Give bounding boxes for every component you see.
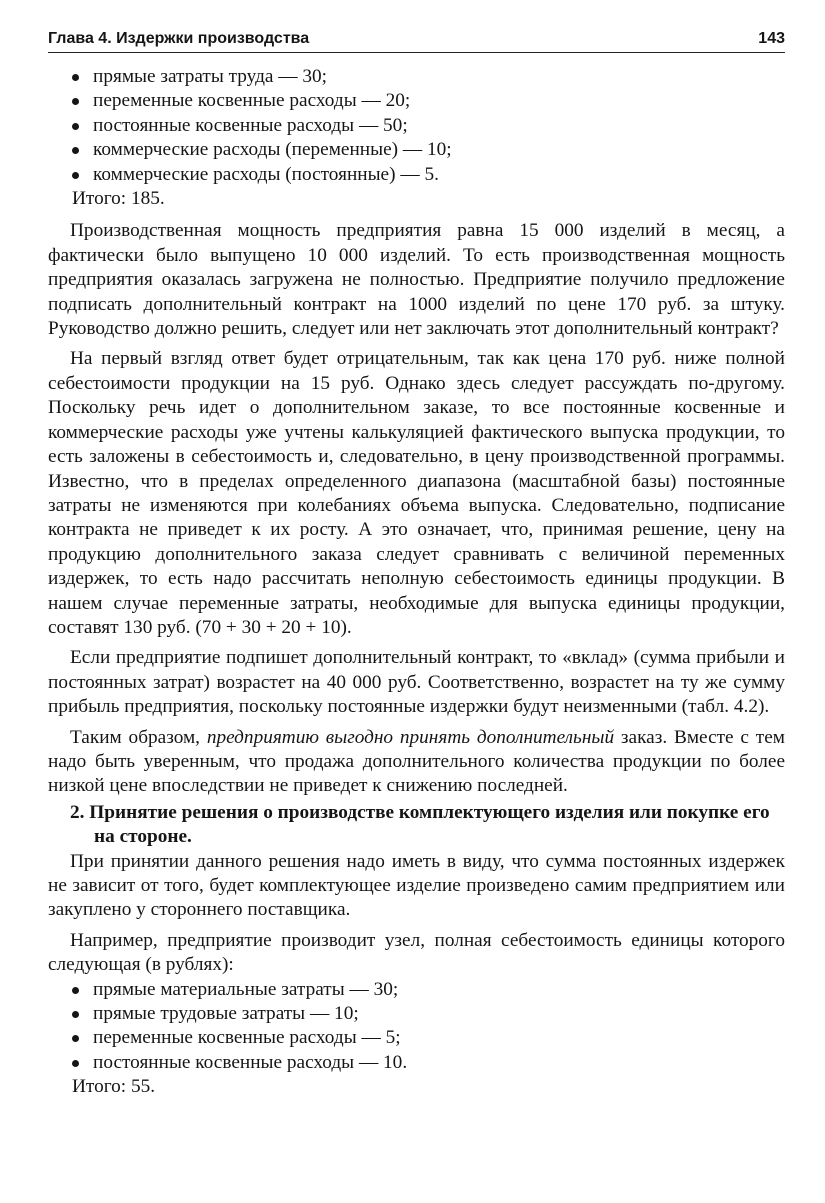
paragraph: Например, предприятие производит узел, полная себестоимость единицы которого следующая (в рублях): [48,929,785,976]
list-item: прямые трудовые затраты — 10; [48,1002,785,1026]
paragraph: Таким образом, предприятию выгодно принять дополнительный заказ. Вместе с тем надо быть уверенным, что продажа дополнительного количества продукции по более низкой цене впоследствии не приведет к снижению последней. [48,726,785,797]
italic-phrase: предприятию выгодно принять дополнительный [206,726,615,748]
cost-list-2 [48,978,785,1076]
list-item: переменные косвенные расходы — 20; [48,89,785,113]
page-body [48,65,785,1100]
list-item: коммерческие расходы (постоянные) — 5. [48,163,785,187]
total-2: Итого: 55. [72,1076,156,1098]
page-number: 143 [758,30,785,47]
list-item: коммерческие расходы (переменные) — 10; [48,138,785,162]
section-heading: 2. Принятие решения о производстве комплектующего изделия или покупке его на стороне. [70,801,770,848]
cost-list-1 [48,65,785,187]
total-1: Итого: 185. [72,188,165,210]
running-header [48,30,785,53]
paragraph: При принятии данного решения надо иметь в виду, что сумма постоянных издержек не зависит от того, будет комплектующее изделие произведено самим предприятием или закуплено у стороннего поставщика. [48,850,785,921]
list-item: прямые затраты труда — 30; [48,65,785,89]
paragraph: Производственная мощность предприятия равна 15 000 изделий в месяц, а фактически было выпущено 10 000 изделий. То есть производственная мощность предприятия оказалась загружена не полностью. Предприятие получило предложение подписать дополнительный контракт на 1000 изделий по цене 170 руб. за штуку. Руководство должно решить, следует или нет заключать этот дополнительный контракт? [48,220,785,340]
list-item: постоянные косвенные расходы — 10. [48,1051,785,1075]
chapter-title: Глава 4. Издержки производства [48,30,310,47]
list-item: переменные косвенные расходы — 5; [48,1026,785,1050]
paragraph: На первый взгляд ответ будет отрицательным, так как цена 170 руб. ниже полной себестоимости продукции на 15 руб. Однако здесь следует рассуждать по-другому. Поскольку речь идет о дополнительном заказе, то все постоянные косвенные и коммерческие расходы уже учтены калькуляцией фактического выпуска продукции, то есть заложены в себестоимость и, следовательно, в цену производственной программы. Известно, что в пределах определенного диапазона (масштабной базы) постоянные затраты не изменяются при колебаниях объема выпуска. Следовательно, подписание контракта не приведет к их росту. А это означает, что, принимая решение, цену на продукцию дополнительного заказа следует сравнивать с величиной переменных издержек, то есть надо рассчитать неполную себестоимость единицы продукции. В нашем случае переменные затраты, необходимые для выпуска единицы продукции, составят 130 руб. (70 + 30 + 20 + 10). [48,348,785,638]
list-item: прямые материальные затраты — 30; [48,978,785,1002]
paragraph: Если предприятие подпишет дополнительный контракт, то «вклад» (сумма прибыли и постоянных затрат) возрастет на 40 000 руб. Соответственно, возрастет на ту же сумму прибыль предприятия, поскольку постоянные издержки будут неизменными (табл. 4.2). [48,647,785,718]
list-item: постоянные косвенные расходы — 50; [48,114,785,138]
